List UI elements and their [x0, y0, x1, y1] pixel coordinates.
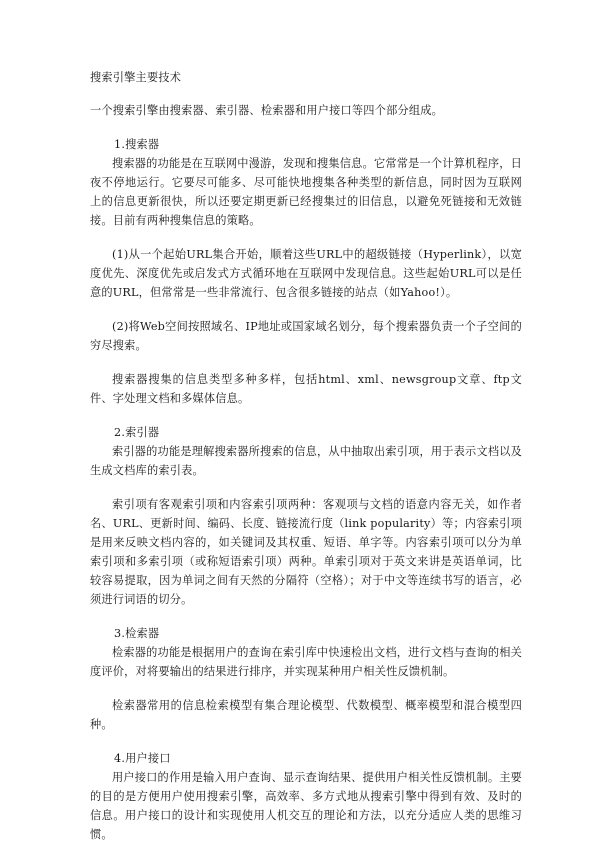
- indexer-paragraph-1: 索引器的功能是理解搜索器所搜索的信息，从中抽取出索引项，用于表示文档以及生成文档库的索引表。: [90, 445, 522, 477]
- section-heading-indexer: 2.索引器: [114, 426, 160, 439]
- user-interface-paragraph-1: 用户接口的作用是输入用户查询、显示查询结果、提供用户相关性反馈机制。主要的目的是方便用户使用搜索引擎，高效率、多方式地从搜索引擎中得到有效、及时的信息。用户接口的设计和实现使用人机交互的理论和方法，以充分适应人类的思维习惯。: [90, 771, 522, 841]
- searcher-paragraph-3: (2)将Web空间按照域名、IP地址或国家域名划分，每个搜索器负责一个子空间的穷尽搜索。: [90, 320, 522, 352]
- section-heading-retriever: 3.检索器: [114, 627, 160, 640]
- section-heading-user-interface: 4.用户接口: [114, 752, 171, 765]
- retriever-paragraph-2: 检索器常用的信息检索模型有集合理论模型、代数模型、概率模型和混合模型四种。: [90, 699, 522, 731]
- section-heading-searcher: 1.搜索器: [114, 138, 160, 151]
- document-title: 搜索引擎主要技术: [90, 71, 182, 84]
- searcher-paragraph-4: 搜索器搜集的信息类型多种多样，包括html、xml、newsgroup文章、ftp文件、字处理文档和多媒体信息。: [90, 373, 522, 405]
- retriever-paragraph-1: 检索器的功能是根据用户的查询在索引库中快速检出文档，进行文档与查询的相关度评价，对将要输出的结果进行排序，并实现某种用户相关性反馈机制。: [90, 646, 522, 678]
- indexer-paragraph-2: 索引项有客观索引项和内容索引项两种：客观项与文档的语意内容无关，如作者名、URL、更新时间、编码、长度、链接流行度（link popularity）等；内容索引项是用来反映文档内容的，如关键词及其权重、短语、单字等。内容索引项可以分为单索引项和多索引项（或称短语索引项）两种。单索引项对于英文来讲是英语单词，比较容易提取，因为单词之间有天然的分隔符（空格）；对于中文等连续书写的语言，必须进行词语的切分。: [90, 498, 522, 606]
- searcher-paragraph-2: (1)从一个起始URL集合开始，顺着这些URL中的超级链接（Hyperlink），以宽度优先、深度优先或启发式方式循环地在互联网中发现信息。这些起始URL可以是任意的URL，但常常是一些非常流行、包含很多链接的站点（如Yahoo!）。: [90, 248, 522, 299]
- searcher-paragraph-1: 搜索器的功能是在互联网中漫游，发现和搜集信息。它常常是一个计算机程序，日夜不停地运行。它要尽可能多、尽可能快地搜集各种类型的新信息，同时因为互联网上的信息更新很快，所以还要定期更新已经搜集过的旧信息，以避免死链接和无效链接。目前有两种搜集信息的策略。: [90, 157, 522, 227]
- intro-paragraph: 一个搜索引擎由搜索器、索引器、检索器和用户接口等四个部分组成。: [90, 104, 444, 117]
